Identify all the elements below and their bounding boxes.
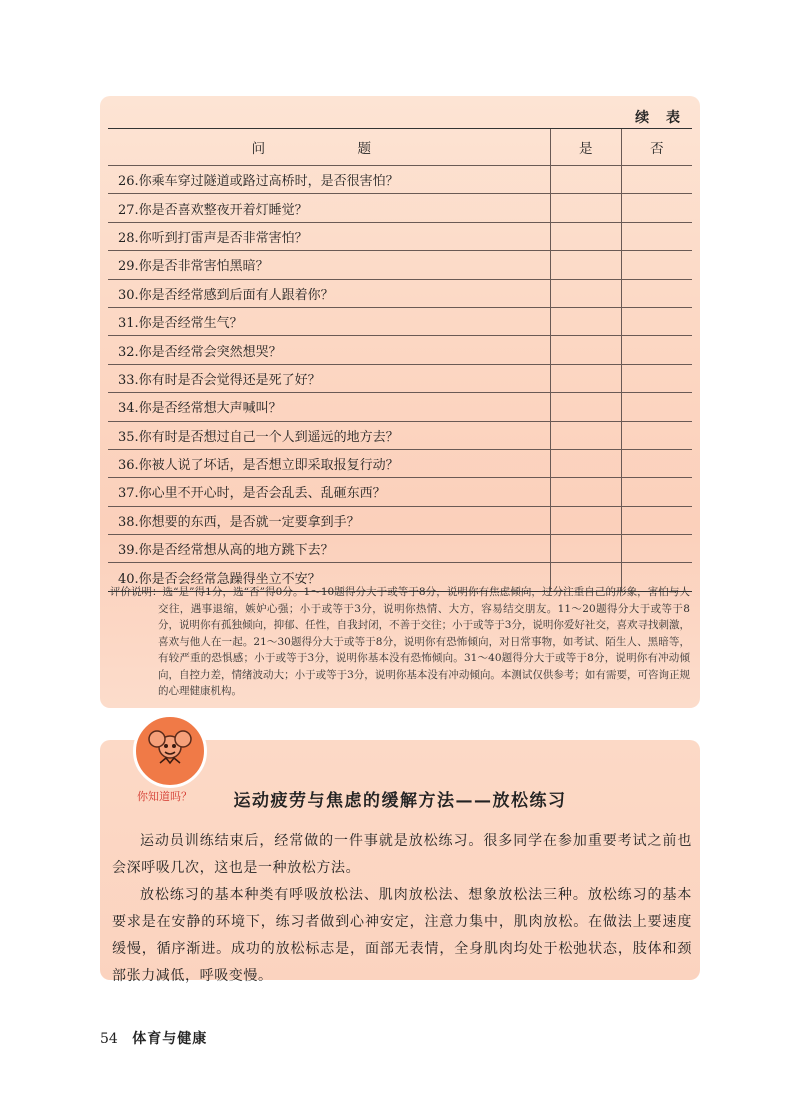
header-no: 否 (621, 129, 692, 166)
note-label: 评价说明： (110, 586, 163, 598)
yes-cell[interactable] (550, 336, 621, 364)
yes-cell[interactable] (550, 393, 621, 421)
question-cell: 29.你是否非常害怕黑暗？ (108, 251, 550, 279)
question-cell: 31.你是否经常生气？ (108, 307, 550, 335)
no-cell[interactable] (621, 449, 692, 477)
questionnaire-panel (100, 96, 700, 708)
no-cell[interactable] (621, 222, 692, 250)
tip-body (112, 828, 692, 990)
table-row (108, 222, 692, 250)
question-cell: 37.你心里不开心时，是否会乱丢、乱砸东西？ (108, 478, 550, 506)
yes-cell[interactable] (550, 506, 621, 534)
book-title: 体育与健康 (132, 1031, 208, 1047)
table-row (108, 364, 692, 392)
table-row (108, 307, 692, 335)
tip-paragraph: 放松练习的基本种类有呼吸放松法、肌肉放松法、想象放松法三种。放松练习的基本要求是在安静的环境下，练习者做到心神安定，注意力集中，肌肉放松。在做法上要速度缓慢，循序渐进。成功的放松标志是，面部无表情，全身肌肉均处于松弛状态，肢体和颈部张力减低，呼吸变慢。 (112, 887, 692, 984)
no-cell[interactable] (621, 364, 692, 392)
table-row (108, 478, 692, 506)
table-row (108, 194, 692, 222)
question-cell: 35.你有时是否想过自己一个人到遥远的地方去？ (108, 421, 550, 449)
no-cell[interactable] (621, 307, 692, 335)
no-cell[interactable] (621, 535, 692, 563)
question-cell: 30.你是否经常感到后面有人跟着你？ (108, 279, 550, 307)
no-cell[interactable] (621, 478, 692, 506)
yes-cell[interactable] (550, 449, 621, 477)
question-cell: 34.你是否经常想大声喊叫？ (108, 393, 550, 421)
yes-cell[interactable] (550, 535, 621, 563)
no-cell[interactable] (621, 251, 692, 279)
question-cell: 40.你是否会经常急躁得坐立不安？ (108, 563, 550, 591)
question-cell: 27.你是否喜欢整夜开着灯睡觉？ (108, 194, 550, 222)
no-cell[interactable] (621, 166, 692, 194)
yes-cell[interactable] (550, 421, 621, 449)
yes-cell[interactable] (550, 307, 621, 335)
yes-cell[interactable] (550, 251, 621, 279)
tip-paragraph: 运动员训练结束后，经常做的一件事就是放松练习。很多同学在参加重要考试之前也会深呼吸几次，这也是一种放松方法。 (112, 833, 692, 876)
no-cell[interactable] (621, 506, 692, 534)
table-row (108, 535, 692, 563)
yes-cell[interactable] (550, 166, 621, 194)
header-yes: 是 (550, 129, 621, 166)
question-cell: 38.你想要的东西，是否就一定要拿到手？ (108, 506, 550, 534)
questionnaire-table (108, 128, 692, 592)
tip-tag: 你知道吗？ (137, 790, 192, 803)
no-cell[interactable] (621, 336, 692, 364)
note-text: 选“是”得1分，选“否”得0分。1～10题得分大于或等于8分，说明你有焦虑倾向，过分注重自己的形象，害怕与人交往，遇事退缩，嫉妒心强；小于或等于3分，说明你热情、大方，容易结交朋友。11～20题得分大于或等于8分，说明你有孤独倾向，抑郁、任性，自我封闭，不善于交往；小于或等于3分，说明你爱好社交，喜欢寻找刺激，喜欢与他人在一起。21～30题得分大于或等于8分，说明你有恐怖倾向，对日常事物，如考试、陌生人、黑暗等，有较严重的恐惧感；小于或等于3分，说明你基本没有恐怖倾向。31～40题得分大于或等于8分，说明你有冲动倾向，自控力差，情绪波动大；小于或等于3分，说明你基本没有冲动倾向。本测试仅供参考；如有需要，可咨询正规的心理健康机构。 (158, 586, 690, 697)
yes-cell[interactable] (550, 194, 621, 222)
table-row (108, 336, 692, 364)
continued-label: 续 表 (635, 110, 686, 126)
table-row (108, 421, 692, 449)
question-cell: 39.你是否经常想从高的地方跳下去？ (108, 535, 550, 563)
tip-title: 运动疲劳与焦虑的缓解方法——放松练习 (233, 791, 567, 811)
table-header-row (108, 129, 692, 166)
no-cell[interactable] (621, 393, 692, 421)
yes-cell[interactable] (550, 222, 621, 250)
yes-cell[interactable] (550, 364, 621, 392)
no-cell[interactable] (621, 421, 692, 449)
yes-cell[interactable] (550, 478, 621, 506)
page-footer (100, 1028, 207, 1048)
no-cell[interactable] (621, 194, 692, 222)
table-row (108, 449, 692, 477)
no-cell[interactable] (621, 279, 692, 307)
page-number: 54 (100, 1031, 118, 1047)
tip-badge (133, 714, 207, 788)
evaluation-note (110, 584, 690, 700)
table-row (108, 506, 692, 534)
question-cell: 26.你乘车穿过隧道或路过高桥时，是否很害怕？ (108, 166, 550, 194)
cartoon-face-icon (136, 717, 204, 785)
yes-cell[interactable] (550, 279, 621, 307)
header-question: 问 题 (108, 129, 550, 166)
question-cell: 32.你是否经常会突然想哭？ (108, 336, 550, 364)
question-cell: 36.你被人说了坏话，是否想立即采取报复行动？ (108, 449, 550, 477)
table-row (108, 251, 692, 279)
question-cell: 28.你听到打雷声是否非常害怕？ (108, 222, 550, 250)
question-cell: 33.你有时是否会觉得还是死了好？ (108, 364, 550, 392)
table-row (108, 393, 692, 421)
table-row (108, 279, 692, 307)
table-row (108, 166, 692, 194)
